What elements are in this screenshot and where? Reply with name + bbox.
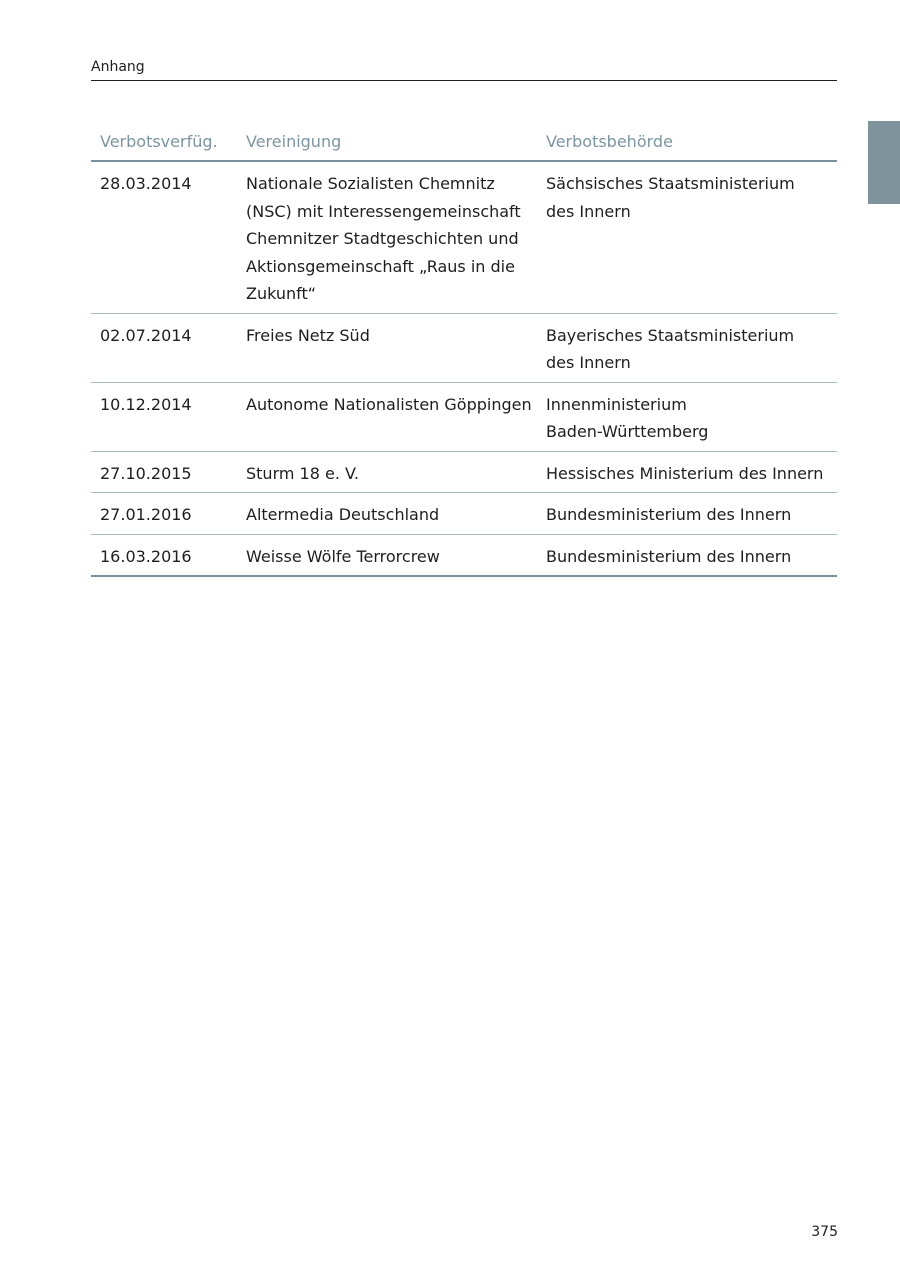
cell-date: 28.03.2014 (91, 161, 237, 313)
cell-organization: Sturm 18 e. V. (237, 451, 537, 493)
cell-organization: Weisse Wölfe Terrorcrew (237, 534, 537, 576)
running-header-title: Anhang (91, 59, 145, 75)
cell-organization: Autonome Nationalisten Göppingen (237, 382, 537, 451)
cell-organization: Freies Netz Süd (237, 313, 537, 382)
cell-date: 27.10.2015 (91, 451, 237, 493)
cell-date: 10.12.2014 (91, 382, 237, 451)
authority-line: Bundesministerium des Innern (546, 546, 792, 566)
page-number: 375 (811, 1224, 838, 1240)
cell-authority (537, 451, 837, 493)
cell-organization: Altermedia Deutschland (237, 493, 537, 535)
table-header-row (91, 128, 837, 161)
table-row (91, 493, 837, 535)
cell-date: 27.01.2016 (91, 493, 237, 535)
running-header (91, 58, 837, 81)
cell-authority (537, 382, 837, 451)
table-row (91, 313, 837, 382)
column-header-date: Verbotsverfüg. (91, 128, 237, 161)
cell-date: 16.03.2016 (91, 534, 237, 576)
cell-organization: Nationale Sozialisten Chemnitz (NSC) mit Interessengemeinschaft Chemnitzer Stadtgeschichten und Aktionsgemeinschaft „Raus in die Zukunft“ (237, 161, 537, 313)
authority-line: Baden-Württemberg (546, 422, 709, 441)
authority-line: Bayerisches Staatsministerium (546, 325, 795, 345)
column-header-organization: Vereinigung (237, 128, 537, 161)
cell-authority (537, 313, 837, 382)
authority-line: Sächsisches Staatsministerium (546, 174, 795, 193)
table-row (91, 161, 837, 313)
cell-date: 02.07.2014 (91, 313, 237, 382)
prohibition-table (91, 128, 837, 577)
table-row (91, 534, 837, 576)
cell-authority (537, 493, 837, 535)
table-row (91, 382, 837, 451)
table-row (91, 451, 837, 493)
authority-line: Innenministerium (546, 394, 687, 414)
authority-line: Hessisches Ministerium des Innern (546, 463, 824, 483)
column-header-authority: Verbotsbehörde (537, 128, 837, 161)
cell-authority (537, 161, 837, 313)
cell-authority (537, 534, 837, 576)
table-body (91, 161, 837, 576)
chapter-thumb-tab (868, 121, 900, 204)
table-header (91, 128, 837, 161)
authority-line: des Innern (546, 353, 631, 372)
authority-line: Bundesministerium des Innern (546, 505, 792, 524)
authority-line: des Innern (546, 201, 631, 221)
